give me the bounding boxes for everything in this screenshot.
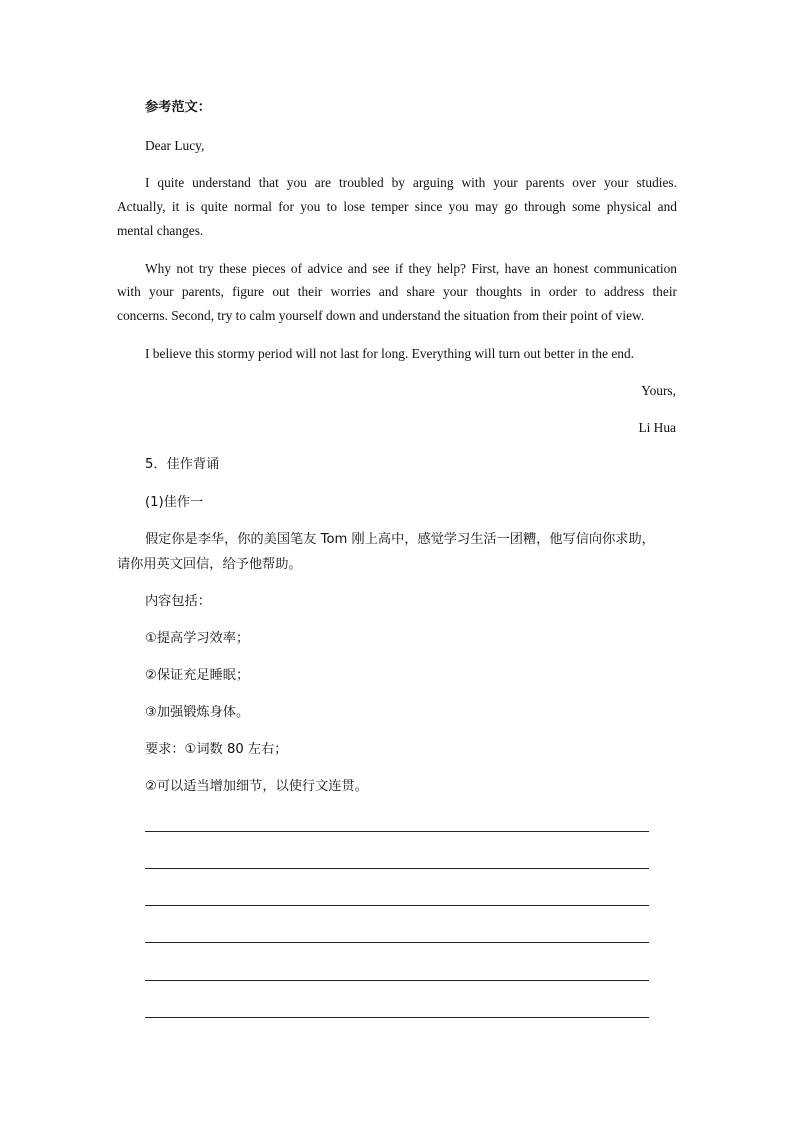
para3: I believe this stormy period will not last for long. Everything will turn out better in the end. [145,346,635,361]
content-point-3: ③加强锻炼身体。 [145,705,250,720]
answer-line [145,980,649,981]
answer-line [145,831,649,832]
para1-line1: I quite understand that you are troubled by arguing with your parents over your studies. [145,175,677,190]
section-heading: 5．佳作背诵 [145,457,220,472]
requirement-1: 要求：①词数 80 左右； [145,742,288,757]
task-line1: 假定你是李华，你的美国笔友 Tom 刚上高中，感觉学习生活一团糟，他写信向你求助， [145,532,655,547]
para1-line3: mental changes. [117,223,204,238]
content-label: 内容包括： [145,594,211,609]
content-point-1: ①提高学习效率； [145,631,250,646]
letter-greeting: Dear Lucy, [145,138,205,153]
para2-line3: concerns. Second, try to calm yourself down and understand the situation from their point of view. [117,308,645,323]
answer-line [145,868,649,869]
content-point-2: ②保证充足睡眠； [145,668,250,683]
answer-line [145,1017,649,1018]
subsection-heading: (1)佳作一 [145,495,204,510]
para2-line2: with your parents, figure out their worries and share your thoughts in order to address their [117,284,677,299]
reference-heading: 参考范文： [145,100,211,115]
para1-line2: Actually, it is quite normal for you to lose temper since you may go through some physical and [117,199,677,214]
requirement-2: ②可以适当增加细节，以使行文连贯。 [145,779,368,794]
letter-signature: Li Hua [638,420,676,435]
task-line2: 请你用英文回信，给予他帮助。 [117,557,302,572]
letter-closing: Yours, [641,383,676,398]
answer-line [145,905,649,906]
para2-line1: Why not try these pieces of advice and see if they help? First, have an honest communication [145,261,677,276]
answer-line [145,942,649,943]
